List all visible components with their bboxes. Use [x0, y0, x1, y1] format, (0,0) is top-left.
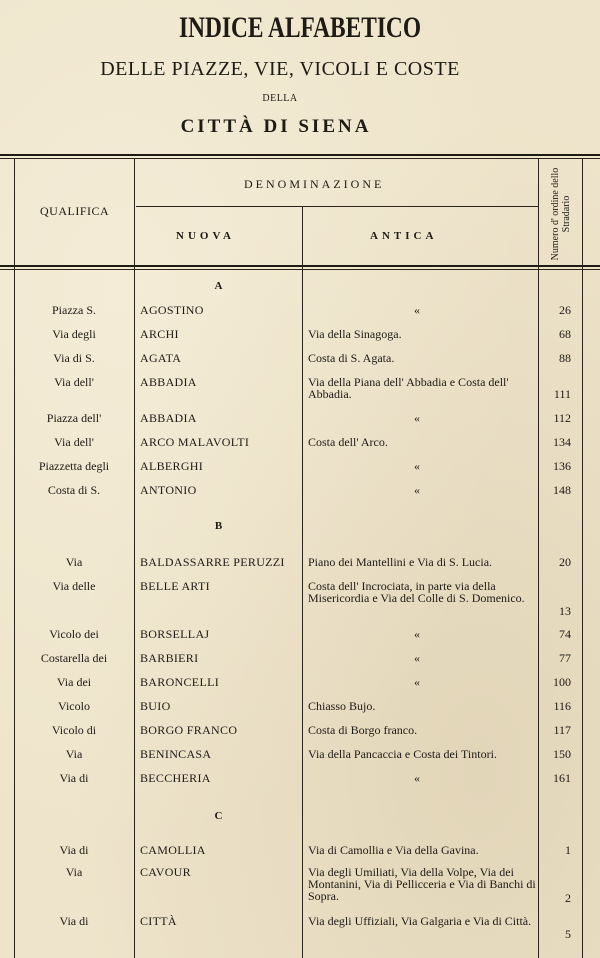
row-nuova: CAVOUR — [140, 865, 191, 879]
row-nuova: ABBADIA — [140, 375, 197, 389]
row-qualifica: Costarella dei — [40, 651, 108, 665]
row-nuova: CAMOLLIA — [140, 843, 206, 857]
row-qualifica: Via — [65, 747, 83, 761]
row-qualifica: Vicolo — [58, 699, 90, 713]
column-divider-antica — [538, 158, 539, 958]
row-nuova: AGATA — [140, 351, 182, 365]
row-nuova: BORSELLAJ — [140, 627, 210, 641]
header-antica: ANTICA — [370, 230, 438, 242]
row-numero: 13 — [559, 604, 571, 618]
row-antica: « — [414, 651, 420, 665]
row-nuova: BARONCELLI — [140, 675, 219, 689]
column-divider-right — [582, 158, 583, 958]
header-denominazione: DENOMINAZIONE — [244, 177, 385, 191]
row-qualifica: Piazza dell' — [46, 411, 102, 425]
section-letter: C — [214, 810, 224, 822]
row-qualifica: Costa di S. — [47, 483, 101, 497]
row-qualifica: Via dei — [56, 675, 92, 689]
row-numero: 134 — [553, 435, 571, 449]
row-antica: « — [414, 303, 420, 317]
row-antica: Via della Piana dell' Abbadia e Costa dell' Abbadia. — [308, 375, 509, 401]
header-nuova: NUOVA — [176, 230, 235, 242]
row-numero: 100 — [553, 675, 571, 689]
document-city: CITTÀ DI SIENA — [180, 116, 372, 137]
row-antica: Via di Camollia e Via della Gavina. — [308, 843, 479, 857]
row-qualifica: Via dell' — [54, 435, 94, 449]
row-qualifica: Via dell' — [54, 375, 94, 389]
row-antica: Via della Pancaccia e Costa dei Tintori. — [308, 747, 497, 761]
row-antica: « — [414, 483, 420, 497]
row-antica: Via degli Uffiziali, Via Galgaria e Via di Città. — [308, 914, 532, 928]
row-qualifica: Via delle — [52, 579, 96, 593]
row-numero: 111 — [553, 387, 571, 401]
row-antica: « — [414, 771, 420, 785]
header-numero-text: Numero d' ordine dello Stradario — [550, 167, 572, 261]
row-antica: Costa dell' Incrociata, in parte via della Misericordia e Via del Colle di S. Domenico. — [308, 579, 525, 605]
row-numero: 5 — [565, 927, 571, 941]
row-numero: 161 — [553, 771, 571, 785]
row-antica: Costa di Borgo franco. — [308, 723, 418, 737]
row-nuova: AGOSTINO — [140, 303, 204, 317]
row-qualifica: Via — [65, 555, 83, 569]
row-nuova: BUIO — [140, 699, 171, 713]
row-antica: Costa di S. Agata. — [308, 351, 395, 365]
row-antica: « — [414, 627, 420, 641]
document-title: INDICE ALFABETICO — [178, 11, 422, 44]
row-nuova: BARBIERI — [140, 651, 199, 665]
row-qualifica: Vicolo dei — [49, 627, 99, 641]
row-nuova: BELLE ARTI — [140, 579, 210, 593]
row-antica: Costa dell' Arco. — [308, 435, 388, 449]
row-antica: « — [414, 411, 420, 425]
row-antica: Via degli Umiliati, Via della Volpe, Via dei Montanini, Via di Pellicceria e Via di Banchi di Sopra. — [308, 865, 536, 903]
row-antica: Chiasso Bujo. — [308, 699, 376, 713]
document-subtitle-connector: DELLA — [262, 93, 298, 104]
header-qualifica: QUALIFICA — [40, 204, 110, 218]
table-top-rule — [0, 154, 600, 156]
row-qualifica: Via di — [59, 914, 89, 928]
row-numero: 68 — [559, 327, 571, 341]
row-nuova: ABBADIA — [140, 411, 197, 425]
row-qualifica: Via di — [59, 771, 89, 785]
row-nuova: BORGO FRANCO — [140, 723, 238, 737]
row-nuova: ARCHI — [140, 327, 179, 341]
row-numero: 2 — [565, 891, 571, 905]
row-numero: 136 — [553, 459, 571, 473]
header-numero — [541, 162, 581, 266]
row-qualifica: Vicolo di — [51, 723, 97, 737]
row-nuova: ANTONIO — [140, 483, 197, 497]
row-numero: 88 — [559, 351, 571, 365]
row-numero: 148 — [553, 483, 571, 497]
row-qualifica: Via di — [59, 843, 89, 857]
row-nuova: BECCHERIA — [140, 771, 211, 785]
row-qualifica: Via di S. — [53, 351, 95, 365]
section-letter: B — [214, 520, 224, 532]
row-antica: Via della Sinagoga. — [308, 327, 402, 341]
row-antica: « — [414, 675, 420, 689]
row-numero: 112 — [553, 411, 571, 425]
header-bottom-rule — [0, 265, 600, 267]
document-subtitle: DELLE PIAZZE, VIE, VICOLI E COSTE — [100, 58, 460, 80]
row-nuova: ALBERGHI — [140, 459, 204, 473]
row-antica: « — [414, 459, 420, 473]
table-top-rule-thin — [0, 158, 600, 159]
column-divider-qualifica — [134, 158, 135, 958]
row-numero: 1 — [565, 843, 571, 857]
row-nuova: BALDASSARRE PERUZZI — [140, 555, 285, 569]
column-divider-nuova — [302, 206, 303, 958]
row-antica: Piano dei Mantellini e Via di S. Lucia. — [308, 555, 493, 569]
row-qualifica: Via degli — [52, 327, 96, 341]
row-numero: 77 — [559, 651, 571, 665]
row-numero: 117 — [553, 723, 571, 737]
row-numero: 116 — [553, 699, 571, 713]
row-qualifica: Piazza S. — [52, 303, 96, 317]
row-numero: 150 — [553, 747, 571, 761]
row-numero: 20 — [559, 555, 571, 569]
row-qualifica: Via — [65, 865, 83, 879]
row-numero: 26 — [559, 303, 571, 317]
row-nuova: ARCO MALAVOLTI — [140, 435, 250, 449]
header-bottom-rule-thin — [0, 269, 600, 270]
row-nuova: CITTÀ — [140, 914, 177, 928]
section-letter: A — [214, 280, 224, 292]
denominazione-rule — [136, 206, 538, 207]
row-qualifica: Piazzetta degli — [38, 459, 110, 473]
row-nuova: BENINCASA — [140, 747, 212, 761]
row-numero: 74 — [559, 627, 571, 641]
